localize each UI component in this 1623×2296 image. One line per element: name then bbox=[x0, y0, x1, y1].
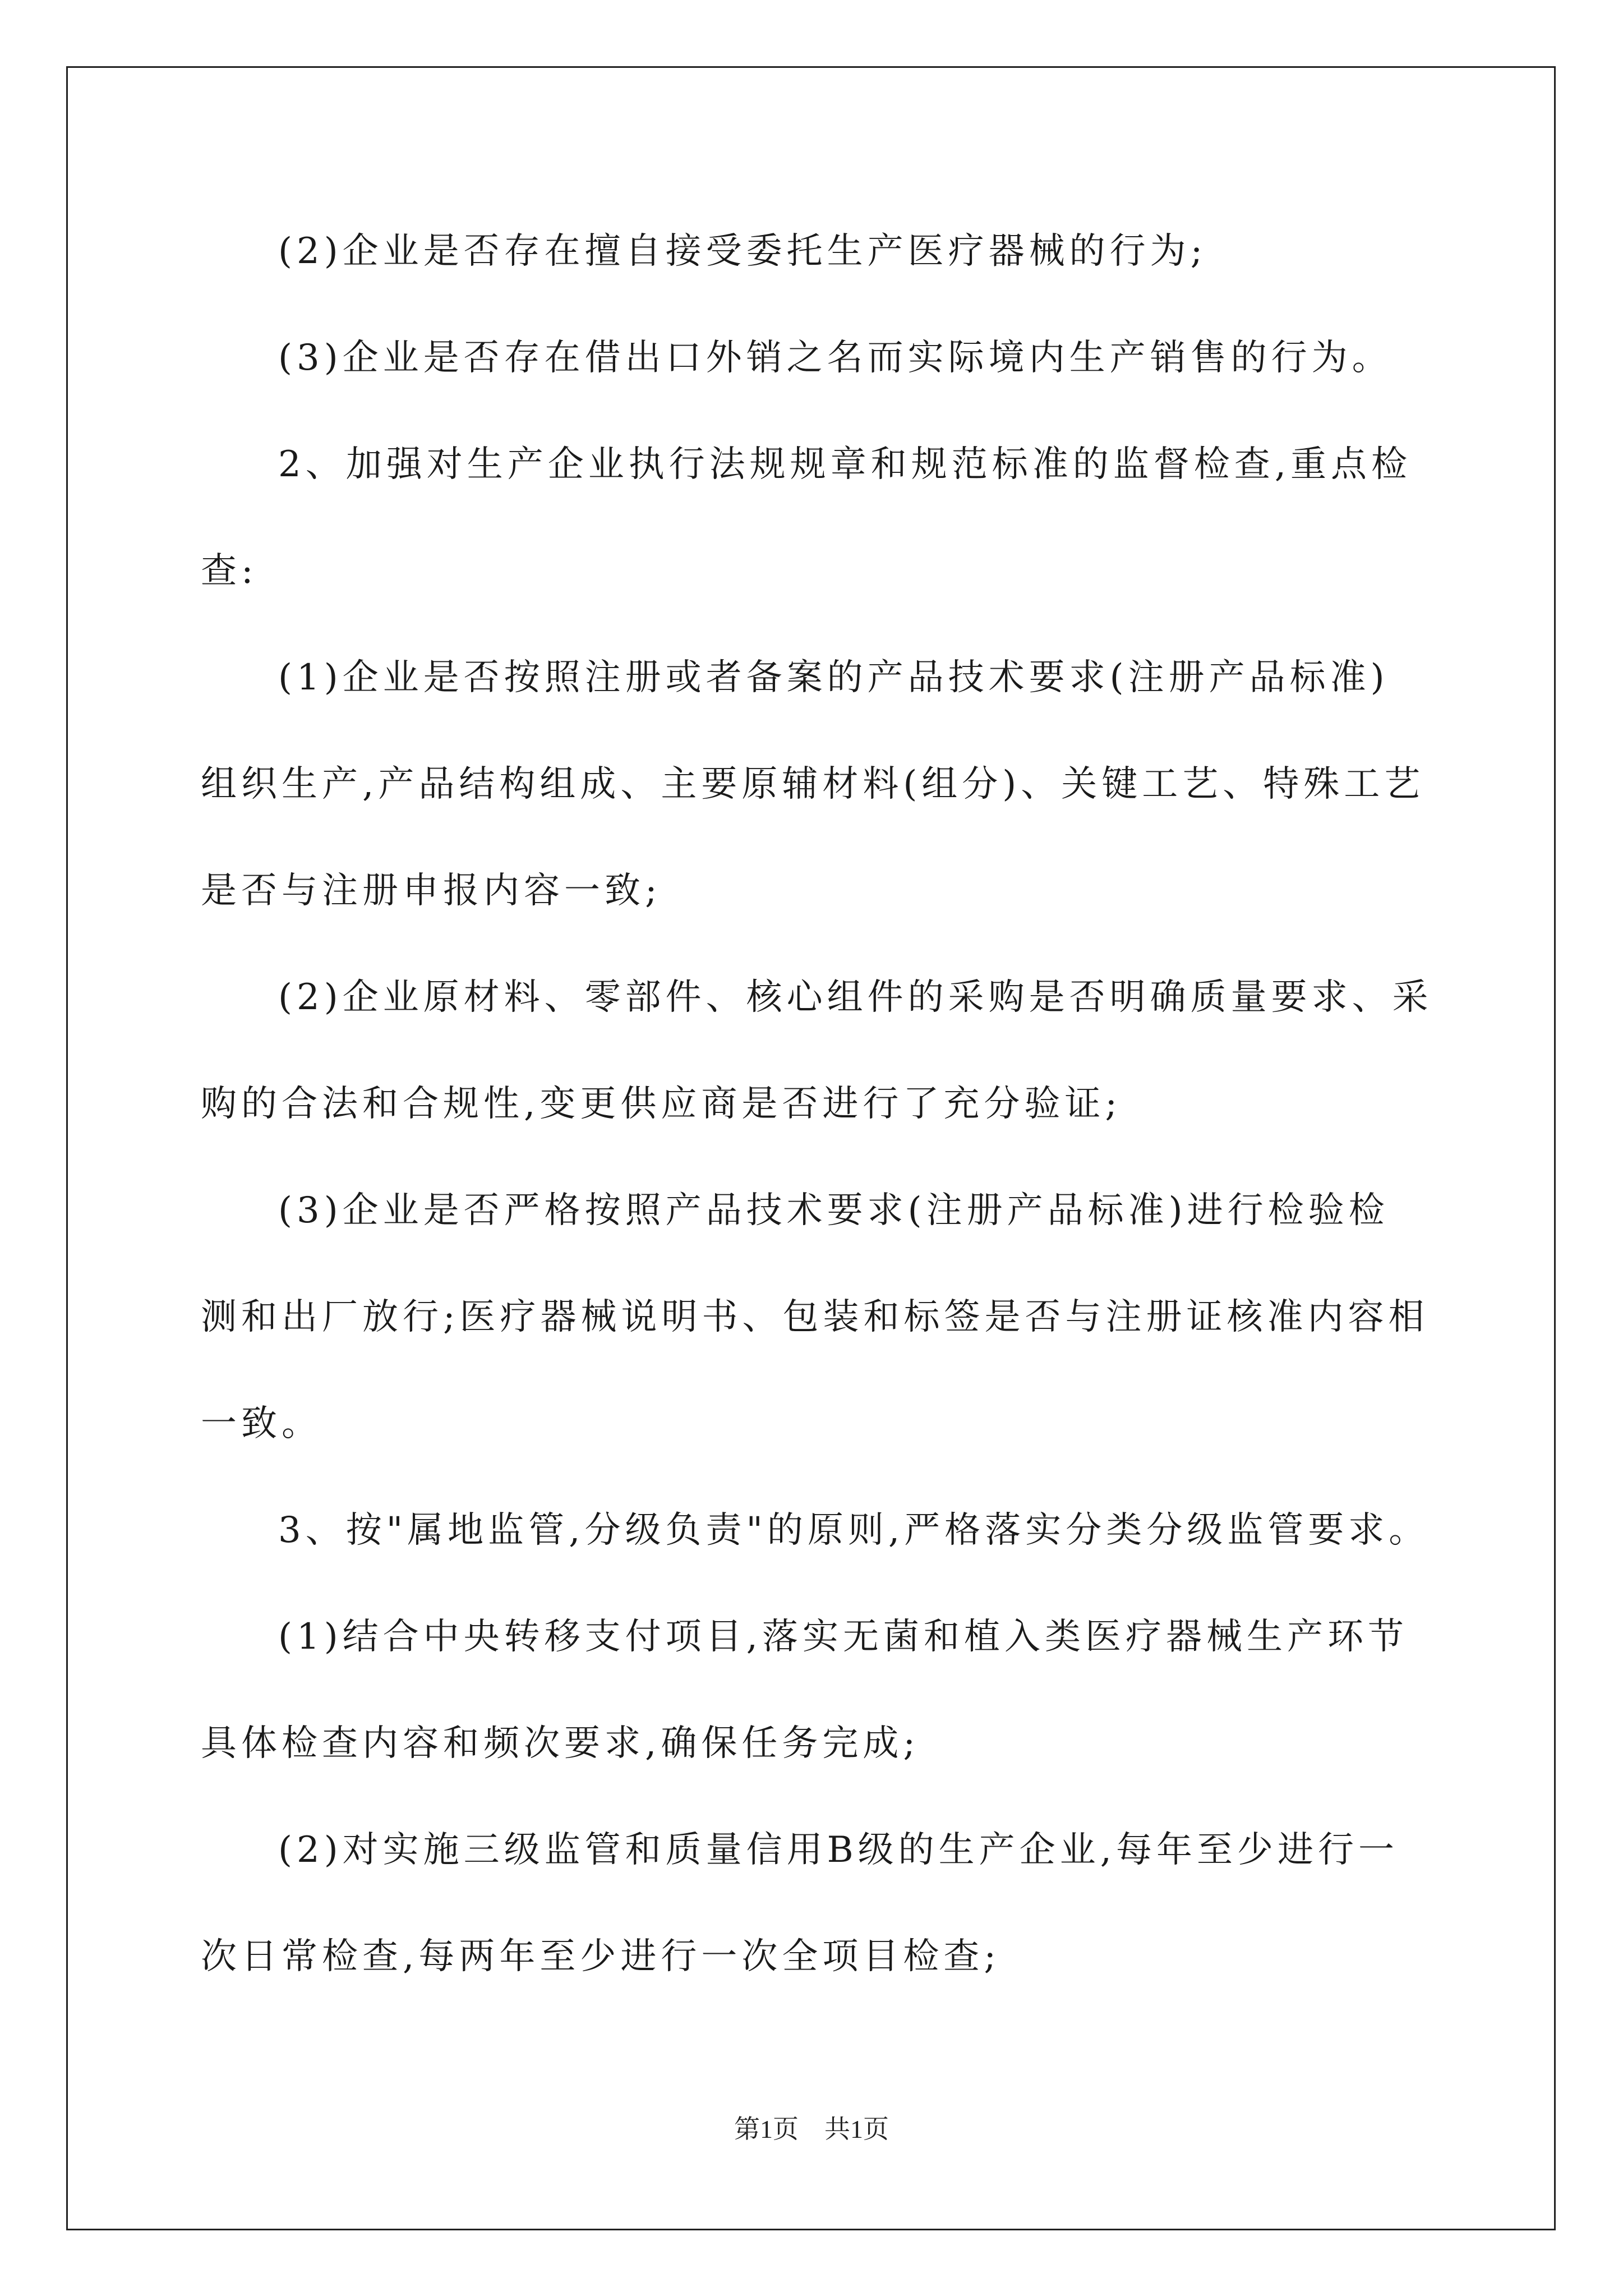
paragraph-line: (2)企业原材料、零部件、核心组件的采购是否明确质量要求、采 bbox=[278, 977, 1433, 1018]
paragraph-line: (1)结合中央转移支付项目,落实无菌和植入类医疗器械生产环节 bbox=[278, 1616, 1408, 1658]
paragraph-line: (1)企业是否按照注册或者备案的产品技术要求(注册产品标准) bbox=[278, 657, 1389, 698]
page-border bbox=[66, 66, 1556, 2230]
paragraph-line: (2)对实施三级监管和质量信用B级的生产企业,每年至少进行一 bbox=[278, 1829, 1399, 1871]
paragraph-line: (3)企业是否存在借出口外销之名而实际境内生产销售的行为。 bbox=[278, 337, 1393, 379]
paragraph-line: 次日常检查,每两年至少进行一次全项目检查; bbox=[201, 1936, 1000, 1977]
paragraph-line: 一致。 bbox=[201, 1403, 322, 1444]
paragraph-line: (3)企业是否严格按照产品技术要求(注册产品标准)进行检验检 bbox=[278, 1190, 1389, 1231]
paragraph-line: 3、按"属地监管,分级负责"的原则,严格落实分类分级监管要求。 bbox=[278, 1510, 1430, 1551]
paragraph-line: (2)企业是否存在擅自接受委托生产医疗器械的行为; bbox=[278, 231, 1207, 272]
page-number-footer: 第1页 共1页 bbox=[734, 2115, 889, 2143]
paragraph-line: 具体检查内容和频次要求,确保任务完成; bbox=[201, 1723, 920, 1764]
paragraph-line: 购的合法和合规性,变更供应商是否进行了充分验证; bbox=[201, 1083, 1122, 1125]
paragraph-line: 查: bbox=[201, 550, 258, 592]
paragraph-line: 2、加强对生产企业执行法规规章和规范标准的监督检查,重点检 bbox=[278, 444, 1412, 485]
paragraph-line: 组织生产,产品结构组成、主要原辅材料(组分)、关键工艺、特殊工艺 bbox=[201, 763, 1425, 805]
paragraph-line: 是否与注册申报内容一致; bbox=[201, 870, 662, 912]
paragraph-line: 测和出厂放行;医疗器械说明书、包装和标签是否与注册证核准内容相 bbox=[201, 1296, 1429, 1338]
